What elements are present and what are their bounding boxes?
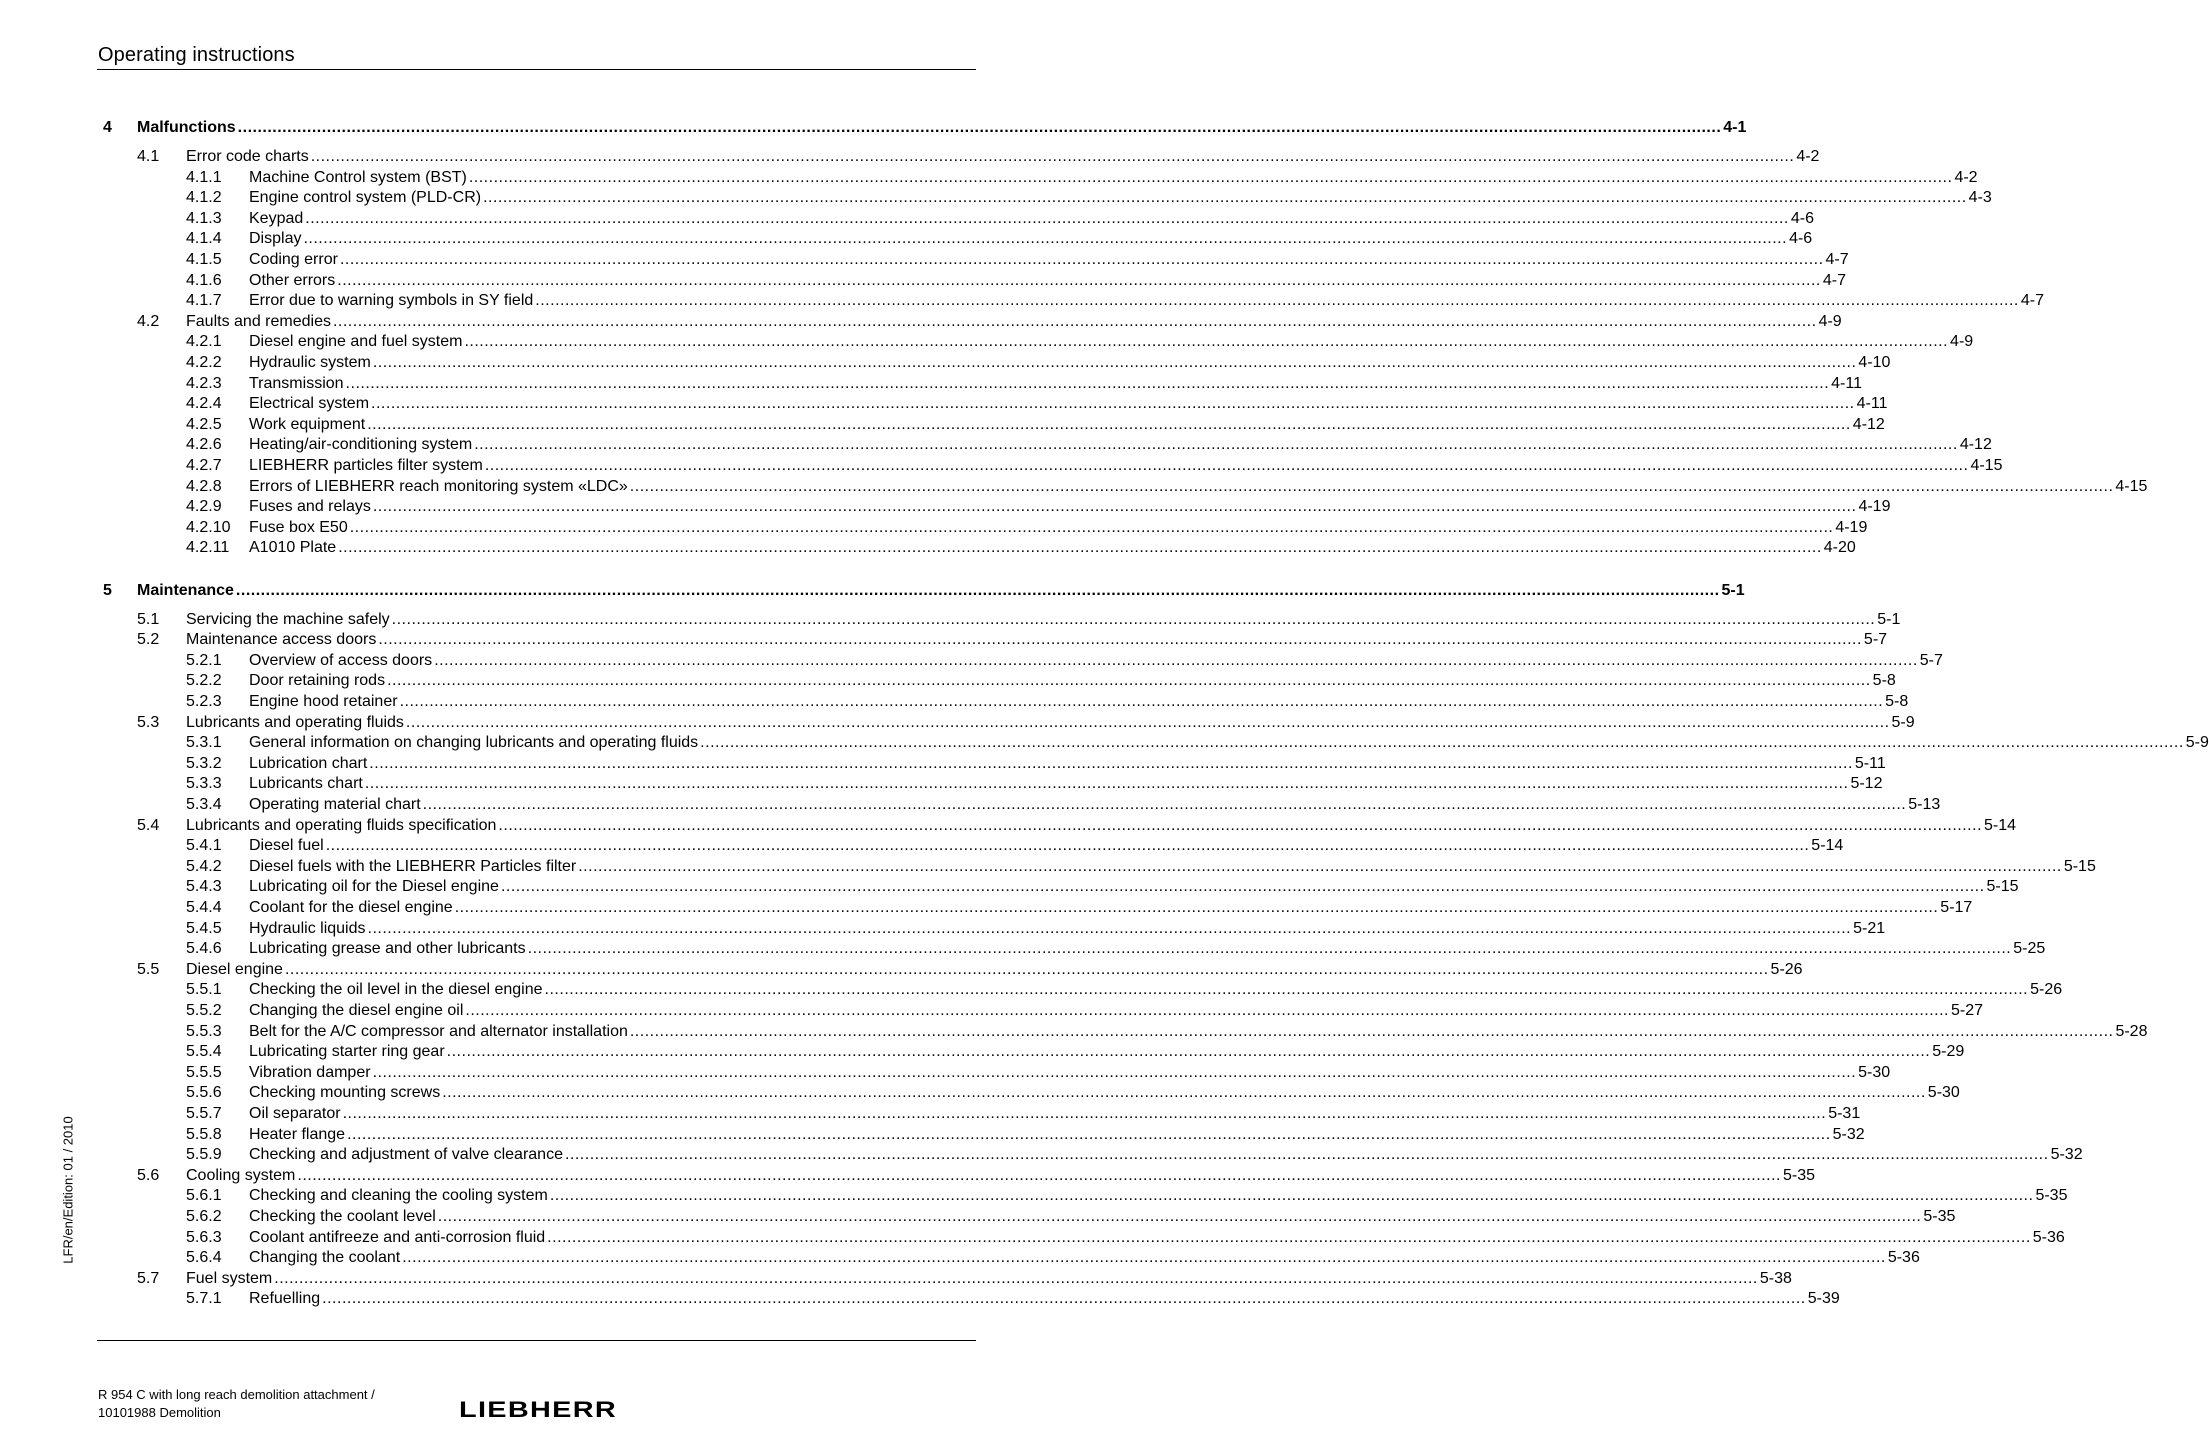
toc-dot-leader: ............................................................................................................................................................................................................................................................................................................	[345, 374, 1830, 392]
toc-entry-number: 4.1.6	[186, 271, 222, 289]
toc-entry-number: 5.4.1	[186, 837, 222, 855]
toc-dot-leader: ............................................................................................................................................................................................................................................................................................................	[367, 415, 1851, 433]
toc-entry-number: 5.3	[137, 713, 160, 731]
toc-entry-title: Electrical system	[249, 395, 370, 413]
toc-entry-number: 4.2.10	[186, 518, 231, 536]
toc-entry-number: 5.6	[137, 1166, 160, 1184]
toc-entry-number: 5.4	[137, 816, 160, 834]
toc-entry[interactable]	[97, 836, 1844, 856]
toc-entry-number: 5.5.1	[186, 981, 222, 999]
toc-entry-page: 5-17	[1940, 898, 1973, 916]
toc-entry[interactable]	[97, 816, 2017, 836]
toc-dot-leader: ............................................................................................................................................................................................................................................................................................................	[527, 940, 2012, 958]
toc-entry-page: 5-8	[1885, 692, 1909, 710]
toc-dot-leader: ............................................................................................................................................................................................................................................................................................................	[391, 610, 1876, 628]
footer-line-2: 10101988 Demolition	[98, 1405, 221, 1420]
toc-entry-title: Transmission	[249, 374, 344, 392]
toc-entry[interactable]	[97, 415, 1885, 435]
toc-dot-leader: ............................................................................................................................................................................................................................................................................................................	[369, 754, 1853, 772]
toc-entry-title: Vibration damper	[249, 1063, 371, 1081]
toc-entry-title: Oil separator	[249, 1104, 341, 1122]
toc-entry[interactable]	[97, 250, 1849, 270]
toc-entry-title: Display	[249, 230, 302, 248]
toc-entry[interactable]	[97, 610, 1901, 630]
toc-dot-leader: ............................................................................................................................................................................................................................................................................................................	[442, 1084, 1926, 1102]
toc-entry-title: Fuel system	[186, 1269, 273, 1287]
toc-entry-page: 5-30	[1927, 1084, 1960, 1102]
toc-entry-number: 4.2.7	[186, 457, 222, 474]
toc-entry-page: 5-28	[2115, 1022, 2148, 1040]
toc-entry-page: 5-31	[1828, 1104, 1861, 1122]
toc-dot-leader: ............................................................................................................................................................................................................................................................................................................	[434, 651, 1918, 669]
toc-dot-leader: ............................................................................................................................................................................................................................................................................................................	[284, 960, 1769, 978]
toc-entry-page: 4-7	[2020, 292, 2044, 310]
toc-entry-title: Diesel fuel	[249, 837, 324, 855]
toc-entry-number: 4.1.1	[186, 168, 222, 186]
toc-entry[interactable]	[97, 229, 1813, 249]
toc-dot-leader: ............................................................................................................................................................................................................................................................................................................	[498, 816, 1983, 834]
toc-entry-number: 4.2.3	[186, 374, 222, 392]
toc-entry-number: 5.5.6	[186, 1084, 222, 1102]
toc-entry-page: 4-3	[1968, 189, 1992, 207]
toc-entry-number: 5.4.2	[186, 857, 222, 875]
toc-dot-leader: ............................................................................................................................................................................................................................................................................................................	[339, 251, 1824, 268]
toc-dot-leader: ............................................................................................................................................................................................................................................................................................................	[310, 148, 1795, 165]
toc-entry[interactable]	[97, 1145, 2083, 1165]
toc-dot-leader: ............................................................................................................................................................................................................................................................................................................	[464, 333, 1949, 351]
toc-dot-leader: ............................................................................................................................................................................................................................................................................................................	[629, 1022, 2114, 1040]
toc-entry-number: 5.2.1	[186, 651, 222, 669]
toc-dot-leader: ............................................................................................................................................................................................................................................................................................................	[405, 713, 1890, 731]
toc-dot-leader: ............................................................................................................................................................................................................................................................................................................	[372, 1063, 1857, 1081]
toc-entry-page: 5-15	[2063, 857, 2096, 875]
toc-entry[interactable]	[97, 312, 1842, 332]
toc-entry-title: Belt for the A/C compressor and alternator installation	[249, 1022, 628, 1040]
toc-entry-number: 4.1.3	[186, 209, 222, 227]
toc-entry[interactable]	[97, 209, 1814, 229]
toc-entry-number: 5	[103, 581, 112, 599]
toc-dot-leader: ............................................................................................................................................................................................................................................................................................................	[371, 395, 1855, 413]
footer-line-1: R 954 C with long reach demolition attachment /	[98, 1387, 375, 1402]
toc-entry[interactable]	[97, 733, 2209, 753]
toc-entry-title: Lubricating oil for the Diesel engine	[249, 878, 499, 896]
toc-dot-leader: ............................................................................................................................................................................................................................................................................................................	[274, 1269, 1758, 1287]
toc-dot-leader: ............................................................................................................................................................................................................................................................................................................	[364, 775, 1849, 793]
toc-entry-page: 4-7	[1822, 271, 1846, 289]
toc-entry[interactable]	[97, 671, 1896, 691]
toc-entry-page: 5-25	[2013, 940, 2046, 958]
toc-entry-title: LIEBHERR particles filter system	[249, 457, 483, 474]
toc-entry-title: Machine Control system (BST)	[249, 168, 467, 186]
toc-entry-number: 5.3.1	[186, 734, 222, 752]
toc-entry-page: 5-21	[1853, 919, 1886, 937]
toc-entry[interactable]	[97, 353, 1891, 373]
toc-entry-title: Maintenance	[137, 581, 234, 599]
toc-entry-page: 4-2	[1796, 148, 1820, 165]
toc-entry-title: Heater flange	[249, 1125, 346, 1143]
toc-entry-page: 4-20	[1823, 539, 1856, 557]
toc-entry-number: 5.4.4	[186, 898, 222, 916]
toc-entry[interactable]	[97, 1166, 1815, 1186]
toc-entry-page: 5-9	[2185, 734, 2209, 752]
toc-dot-leader: ............................................................................................................................................................................................................................................................................................................	[483, 189, 1967, 207]
toc-entry-number: 5.5.4	[186, 1043, 222, 1061]
toc-entry-title: Diesel engine and fuel system	[249, 333, 463, 351]
toc-entry-page: 4-6	[1789, 230, 1813, 248]
toc-entry[interactable]	[97, 774, 1883, 794]
toc-entry[interactable]	[97, 435, 1992, 455]
toc-entry-number: 5.5.9	[186, 1146, 222, 1164]
toc-entry-title: Malfunctions	[137, 119, 236, 136]
toc-entry-number: 4.2.9	[186, 498, 222, 516]
toc-entry[interactable]	[97, 795, 1941, 815]
toc-entry[interactable]	[97, 538, 1856, 558]
toc-entry[interactable]	[97, 497, 1891, 517]
toc-entry-page: 5-30	[1858, 1063, 1891, 1081]
toc-entry-page: 4-1	[1723, 119, 1747, 136]
toc-entry-page: 4-9	[1818, 312, 1842, 330]
toc-entry[interactable]	[97, 1228, 2065, 1248]
toc-entry-title: Errors of LIEBHERR reach monitoring system «LDC»	[249, 477, 628, 495]
toc-entry-page: 5-15	[1986, 878, 2019, 896]
toc-entry-title: Door retaining rods	[249, 672, 386, 690]
toc-entry-number: 4.2.6	[186, 436, 222, 454]
toc-entry-title: Error due to warning symbols in SY field	[249, 292, 534, 310]
toc-dot-leader: ............................................................................................................................................................................................................................................................................................................	[372, 354, 1857, 371]
toc-entry-title: Hydraulic liquids	[249, 919, 366, 937]
toc-entry-number: 5.2	[137, 631, 160, 649]
toc-dot-leader: ............................................................................................................................................................................................................................................................................................................	[454, 898, 1939, 916]
toc-entry-number: 4.2	[137, 312, 160, 330]
toc-entry-number: 5.7.1	[186, 1290, 222, 1308]
toc-dot-leader: ............................................................................................................................................................................................................................................................................................................	[535, 292, 2019, 310]
toc-dot-leader: ............................................................................................................................................................................................................................................................................................................	[347, 1125, 1831, 1143]
toc-entry-page: 5-32	[1832, 1125, 1865, 1143]
toc-entry-number: 5.5.2	[186, 1001, 222, 1019]
toc-dot-leader: ............................................................................................................................................................................................................................................................................................................	[402, 1249, 1886, 1267]
toc-entry-title: Lubricants chart	[249, 775, 363, 793]
toc-entry-page: 5-1	[1721, 581, 1745, 599]
toc-entry-number: 5.5.3	[186, 1022, 222, 1040]
toc-entry-title: Maintenance access doors	[186, 631, 377, 649]
liebherr-logo	[458, 1398, 618, 1420]
toc-entry-page: 4-7	[1825, 251, 1849, 268]
toc-dot-leader: ............................................................................................................................................................................................................................................................................................................	[235, 581, 1720, 599]
toc-entry-number: 4.2.5	[186, 415, 222, 433]
toc-entry-title: Lubricating grease and other lubricants	[249, 940, 526, 958]
toc-dot-leader: ............................................................................................................................................................................................................................................................................................................	[372, 498, 1857, 516]
toc-entry-page: 4-12	[1959, 436, 1992, 454]
toc-dot-leader: ............................................................................................................................................................................................................................................................................................................	[367, 919, 1852, 937]
toc-entry-title: A1010 Plate	[249, 539, 337, 557]
toc-entry[interactable]	[97, 147, 1820, 167]
toc-entry[interactable]	[97, 581, 1745, 601]
toc-entry[interactable]	[97, 919, 1886, 939]
toc-entry-page: 5-26	[1770, 960, 1803, 978]
toc-dot-leader: ............................................................................................................................................................................................................................................................................................................	[474, 436, 1958, 454]
toc-entry-page: 4-11	[1856, 395, 1888, 413]
toc-entry-page: 5-32	[2050, 1146, 2083, 1164]
toc-entry-number: 4.1.2	[186, 189, 222, 207]
toc-dot-leader: ............................................................................................................................................................................................................................................................................................................	[342, 1104, 1827, 1122]
toc-entry-number: 5.4.5	[186, 919, 222, 937]
toc-dot-leader: ............................................................................................................................................................................................................................................................................................................	[564, 1146, 2049, 1164]
toc-entry-title: Operating material chart	[249, 795, 421, 813]
toc-entry-title: Coolant antifreeze and anti-corrosion fluid	[249, 1228, 546, 1246]
toc-entry-number: 5.5.8	[186, 1125, 222, 1143]
toc-entry-title: Lubricants and operating fluids	[186, 713, 404, 731]
toc-entry-title: Overview of access doors	[249, 651, 433, 669]
toc-entry[interactable]	[97, 713, 1915, 733]
toc-entry[interactable]	[97, 1248, 1920, 1268]
toc-entry[interactable]	[97, 1001, 1984, 1021]
toc-entry-page: 5-39	[1807, 1290, 1840, 1308]
toc-entry-number: 5.5.7	[186, 1104, 222, 1122]
toc-entry[interactable]	[97, 630, 1888, 650]
toc-entry-number: 4.2.11	[186, 539, 230, 557]
toc-entry-number: 4.1.7	[186, 292, 222, 310]
toc-entry-number: 5.3.3	[186, 775, 222, 793]
toc-dot-leader: ............................................................................................................................................................................................................................................................................................................	[325, 837, 1810, 855]
toc-entry-number: 4.1	[137, 148, 160, 165]
toc-entry-page: 5-13	[1908, 795, 1941, 813]
toc-entry-title: Checking the coolant level	[249, 1207, 436, 1225]
toc-dot-leader: ............................................................................................................................................................................................................................................................................................................	[422, 795, 1907, 813]
toc-entry[interactable]	[97, 1063, 1891, 1083]
toc-entry-page: 5-38	[1759, 1269, 1792, 1287]
toc-entry[interactable]	[97, 271, 1846, 291]
header-divider	[97, 69, 976, 70]
toc-entry-number: 5.6.2	[186, 1207, 222, 1225]
toc-entry-page: 5-35	[2035, 1187, 2068, 1205]
toc-dot-leader: ............................................................................................................................................................................................................................................................................................................	[387, 672, 1871, 690]
toc-dot-leader: ............................................................................................................................................................................................................................................................................................................	[303, 230, 1788, 248]
toc-entry-title: Changing the diesel engine oil	[249, 1001, 464, 1019]
toc-entry-title: Work equipment	[249, 415, 366, 433]
toc-dot-leader: ............................................................................................................................................................................................................................................................................................................	[305, 209, 1789, 227]
toc-dot-leader: ............................................................................................................................................................................................................................................................................................................	[629, 477, 2114, 495]
toc-dot-leader: ............................................................................................................................................................................................................................................................................................................	[399, 692, 1884, 710]
toc-entry-number: 4.2.2	[186, 354, 222, 371]
toc-entry[interactable]	[97, 1289, 1840, 1309]
toc-entry-number: 4.2.1	[186, 333, 222, 351]
toc-entry[interactable]	[97, 939, 2046, 959]
toc-dot-leader: ............................................................................................................................................................................................................................................................................................................	[322, 1290, 1806, 1308]
toc-entry[interactable]	[97, 877, 2019, 897]
toc-dot-leader: ............................................................................................................................................................................................................................................................................................................	[446, 1043, 1931, 1061]
toc-entry-title: Cooling system	[186, 1166, 296, 1184]
toc-entry-title: Coolant for the diesel engine	[249, 898, 453, 916]
toc-entry[interactable]	[97, 960, 1803, 980]
toc-entry[interactable]	[97, 1022, 2148, 1042]
toc-entry[interactable]	[97, 1269, 1792, 1289]
toc-entry-title: Fuse box E50	[249, 518, 348, 536]
page-title: Operating instructions	[98, 44, 295, 66]
toc-entry-page: 4-2	[1954, 168, 1978, 186]
toc-entry-title: Refuelling	[249, 1290, 321, 1308]
edition-label: LFR/en/Edition: 01 / 2010	[60, 1116, 76, 1264]
toc-entry-title: Diesel engine	[186, 960, 283, 978]
toc-entry[interactable]	[97, 1083, 1960, 1103]
toc-entry-number: 4.1.4	[186, 230, 222, 248]
toc-entry-number: 5.5.5	[186, 1063, 222, 1081]
toc-entry-page: 5-29	[1932, 1043, 1965, 1061]
toc-entry-page: 5-1	[1877, 610, 1901, 628]
toc-entry-page: 5-26	[2030, 981, 2063, 999]
toc-entry-title: Heating/air-conditioning system	[249, 436, 473, 454]
toc-entry-page: 4-12	[1852, 415, 1885, 433]
toc-entry[interactable]	[97, 857, 2096, 877]
toc-entry-page: 4-15	[2115, 477, 2148, 495]
toc-entry[interactable]	[97, 651, 1943, 671]
toc-entry-page: 4-19	[1858, 498, 1891, 516]
toc-dot-leader: ............................................................................................................................................................................................................................................................................................................	[237, 119, 1722, 136]
toc-entry-page: 4-11	[1831, 374, 1862, 392]
toc-entry-page: 5-12	[1850, 775, 1883, 793]
toc-entry-page: 5-7	[1919, 651, 1943, 669]
toc-entry-page: 5-8	[1872, 672, 1896, 690]
toc-entry[interactable]	[97, 1125, 1865, 1145]
toc-dot-leader: ............................................................................................................................................................................................................................................................................................................	[337, 271, 1821, 289]
toc-entry[interactable]	[97, 118, 1747, 138]
toc-entry-number: 5.6.1	[186, 1187, 222, 1205]
toc-entry-title: Coding error	[249, 251, 338, 268]
toc-entry-number: 5.2.3	[186, 692, 222, 710]
toc-entry-title: Engine control system (PLD-CR)	[249, 189, 482, 207]
toc-entry[interactable]	[97, 1042, 1965, 1062]
toc-entry-page: 4-19	[1835, 518, 1868, 536]
toc-entry-title: Diesel fuels with the LIEBHERR Particles filter	[249, 857, 577, 875]
toc-dot-leader: ............................................................................................................................................................................................................................................................................................................	[338, 539, 1822, 557]
toc-entry[interactable]	[97, 518, 1868, 538]
toc-entry-number: 4.2.8	[186, 477, 222, 495]
footer-document-info	[98, 1386, 375, 1422]
toc-entry-number: 5.5	[137, 960, 160, 978]
toc-entry-number: 5.6.4	[186, 1249, 222, 1267]
toc-entry-title: Keypad	[249, 209, 304, 227]
toc-entry-title: Error code charts	[186, 148, 309, 165]
toc-dot-leader: ............................................................................................................................................................................................................................................................................................................	[297, 1166, 1781, 1184]
toc-entry-title: Checking mounting screws	[249, 1084, 441, 1102]
footer-divider	[97, 1340, 976, 1341]
liebherr-logo-text: LIEBHERR	[459, 1397, 617, 1422]
toc-entry-title: General information on changing lubricants and operating fluids	[249, 734, 699, 752]
toc-entry-number: 5.7	[137, 1269, 160, 1287]
toc-entry-number: 5.4.3	[186, 878, 222, 896]
toc-entry-number: 5.6.3	[186, 1228, 222, 1246]
toc-entry-page: 5-9	[1891, 713, 1915, 731]
toc-entry[interactable]	[97, 456, 2003, 476]
toc-entry-page: 5-35	[1782, 1166, 1815, 1184]
toc-entry[interactable]	[97, 1207, 1956, 1227]
toc-dot-leader: ............................................................................................................................................................................................................................................................................................................	[378, 631, 1862, 649]
toc-entry[interactable]	[97, 374, 1862, 394]
toc-entry-page: 5-35	[1923, 1207, 1956, 1225]
toc-dot-leader: ............................................................................................................................................................................................................................................................................................................	[349, 518, 1834, 536]
toc-entry-title: Checking and cleaning the cooling system	[249, 1187, 548, 1205]
toc-entry-page: 4-9	[1950, 333, 1974, 351]
toc-entry-number: 4.1.5	[186, 251, 222, 268]
toc-entry[interactable]	[97, 168, 1978, 188]
toc-entry-title: Changing the coolant	[249, 1249, 401, 1267]
toc-entry-page: 5-27	[1950, 1001, 1984, 1019]
toc-dot-leader: ............................................................................................................................................................................................................................................................................................................	[700, 734, 2184, 752]
toc-entry-title: Engine hood retainer	[249, 692, 398, 710]
toc-dot-leader: ............................................................................................................................................................................................................................................................................................................	[549, 1187, 2034, 1205]
toc-dot-leader: ............................................................................................................................................................................................................................................................................................................	[500, 878, 1985, 896]
toc-entry[interactable]	[97, 188, 1992, 208]
toc-entry-title: Faults and remedies	[186, 312, 331, 330]
toc-entry[interactable]	[97, 394, 1888, 414]
toc-entry-title: Fuses and relays	[249, 498, 371, 516]
toc-entry[interactable]	[97, 754, 1886, 774]
toc-entry[interactable]	[97, 1104, 1861, 1124]
toc-dot-leader: ............................................................................................................................................................................................................................................................................................................	[437, 1207, 1922, 1225]
toc-entry-page: 5-14	[1984, 816, 2017, 834]
toc-entry[interactable]	[97, 1186, 2068, 1206]
toc-entry-number: 5.3.2	[186, 754, 222, 772]
toc-entry[interactable]	[97, 898, 1973, 918]
toc-dot-leader: ............................................................................................................................................................................................................................................................................................................	[547, 1228, 2031, 1246]
toc-entry[interactable]	[97, 980, 2063, 1000]
toc-entry[interactable]	[97, 291, 2044, 311]
toc-entry-number: 5.1	[137, 610, 160, 628]
toc-entry-title: Lubricants and operating fluids specification	[186, 816, 497, 834]
toc-entry-page: 4-15	[1970, 457, 2003, 474]
toc-dot-leader: ............................................................................................................................................................................................................................................................................................................	[332, 312, 1817, 330]
toc-entry-number: 4	[103, 119, 112, 136]
toc-entry-page: 5-14	[1811, 837, 1844, 855]
toc-dot-leader: ............................................................................................................................................................................................................................................................................................................	[484, 457, 1969, 474]
toc-entry-title: Servicing the machine safely	[186, 610, 390, 628]
toc-entry-title: Checking and adjustment of valve clearance	[249, 1146, 563, 1164]
toc-entry[interactable]	[97, 477, 2148, 497]
toc-dot-leader: ............................................................................................................................................................................................................................................................................................................	[468, 168, 1953, 186]
toc-dot-leader: ............................................................................................................................................................................................................................................................................................................	[465, 1001, 1949, 1019]
toc-entry-title: Lubrication chart	[249, 754, 368, 772]
toc-entry-title: Hydraulic system	[249, 354, 371, 371]
toc-entry-page: 4-10	[1858, 354, 1891, 371]
toc-entry-title: Lubricating starter ring gear	[249, 1043, 445, 1061]
toc-entry-title: Checking the oil level in the diesel engine	[249, 981, 543, 999]
toc-entry-page: 4-6	[1790, 209, 1814, 227]
toc-entry-page: 5-36	[2032, 1228, 2065, 1246]
toc-entry-number: 5.2.2	[186, 672, 222, 690]
toc-dot-leader: ............................................................................................................................................................................................................................................................................................................	[544, 981, 2029, 999]
toc-entry-number: 5.3.4	[186, 795, 222, 813]
toc-entry-number: 4.2.4	[186, 395, 222, 413]
toc-entry-number: 5.4.6	[186, 940, 222, 958]
toc-entry[interactable]	[97, 332, 1974, 352]
toc-entry-page: 5-7	[1863, 631, 1888, 649]
toc-entry-page: 5-11	[1854, 754, 1886, 772]
toc-entry-title: Other errors	[249, 271, 336, 289]
toc-entry-page: 5-36	[1887, 1249, 1920, 1267]
toc-entry[interactable]	[97, 692, 1909, 712]
toc-dot-leader: ............................................................................................................................................................................................................................................................................................................	[578, 857, 2062, 875]
